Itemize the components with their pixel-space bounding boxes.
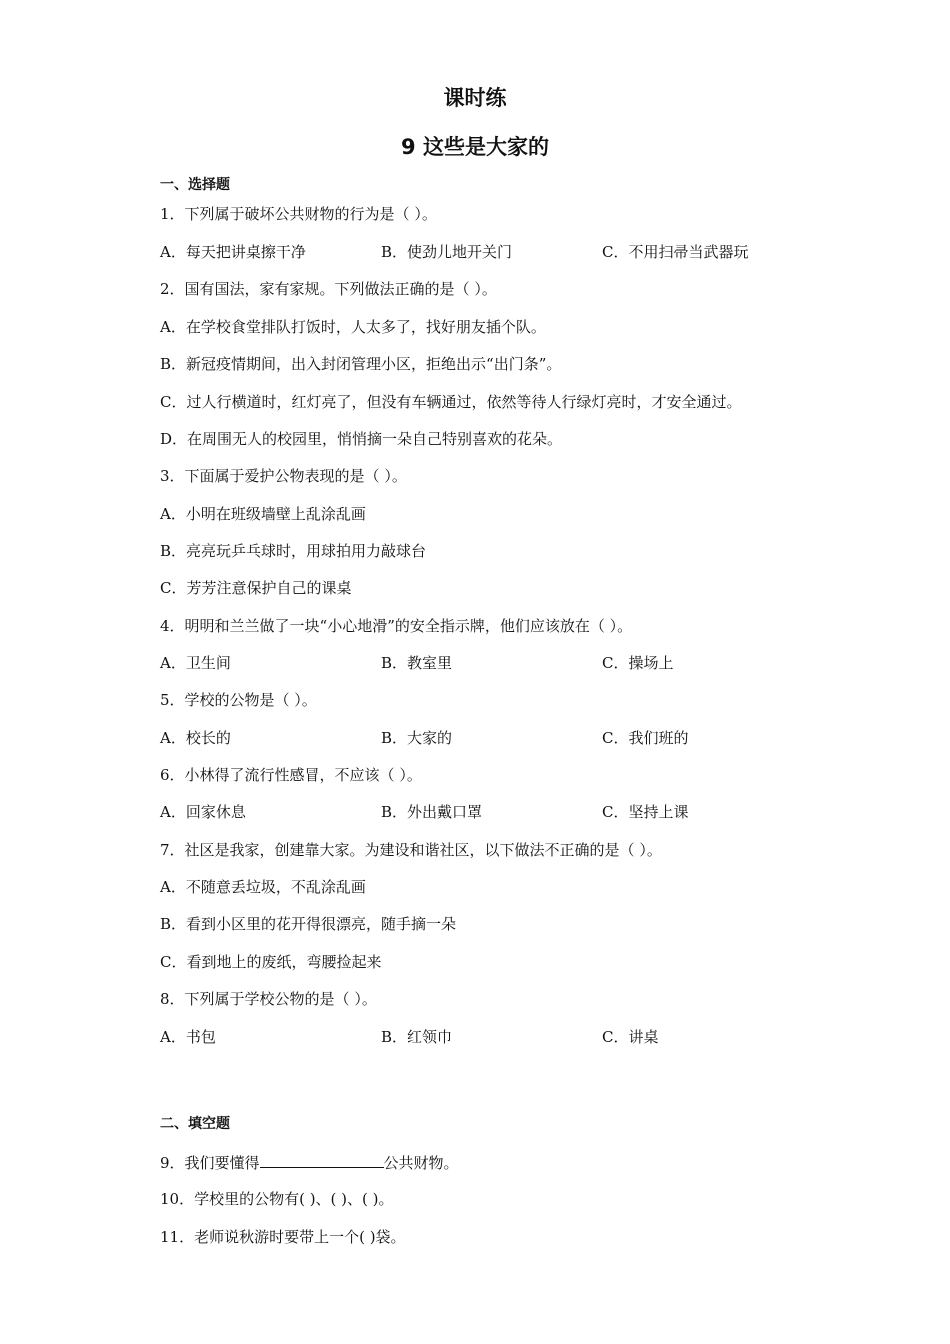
question-6: 6．小林得了流行性感冒，不应该（ ）。 [160,766,422,784]
option-a: A．小明在班级墙壁上乱涂乱画 [160,505,366,523]
lesson-title: 9 这些是大家的 [401,135,549,159]
option-a: A．回家休息 [160,803,246,821]
question-9 [160,1151,830,1174]
question-8: 8．下列属于学校公物的是（ ）。 [160,990,377,1008]
question-2: 2．国有国法，家有家规。下列做法正确的是（ ）。 [160,280,497,298]
answer-blank[interactable] [260,1151,384,1168]
question-9-after: 公共财物。 [383,1154,459,1172]
option-b: B．亮亮玩乒乓球时，用球拍用力敲球台 [160,542,427,560]
option-b: B．新冠疫情期间，出入封闭管理小区，拒绝出示“出门条”。 [160,355,562,373]
option-b: B．外出戴口罩 [381,803,483,821]
section-heading-choice: 一、选择题 [160,177,230,193]
option-c: C．看到地上的废纸，弯腰捡起来 [160,953,382,971]
option-b: B．看到小区里的花开得很漂亮，随手摘一朵 [160,915,457,933]
question-4: 4．明明和兰兰做了一块“小心地滑”的安全指示牌，他们应该放在（ ）。 [160,617,633,635]
option-a: A．卫生间 [160,654,231,672]
question-9-before: 9．我们要懂得 [160,1154,260,1172]
question-5: 5．学校的公物是（ ）。 [160,691,317,709]
section-heading-fill-blank: 二、填空题 [160,1116,230,1132]
option-c: C．芳芳注意保护自己的课桌 [160,579,352,597]
question-7: 7．社区是我家，创建靠大家。为建设和谐社区，以下做法不正确的是（ ）。 [160,841,662,859]
question-11: 11．老师说秋游时要带上一个( )袋。 [160,1228,406,1246]
question-3: 3．下面属于爱护公物表现的是（ ）。 [160,467,407,485]
option-c: C．坚持上课 [602,803,689,821]
option-a: A．不随意丢垃圾，不乱涂乱画 [160,878,366,896]
worksheet-title: 课时练 [443,86,507,110]
option-c: C．过人行横道时，红灯亮了，但没有车辆通过，依然等待人行绿灯亮时，才安全通过。 [160,393,742,411]
option-b: B．大家的 [381,729,453,747]
option-a: A．在学校食堂排队打饭时，人太多了，找好朋友插个队。 [160,318,546,336]
question-1: 1．下列属于破坏公共财物的行为是（ ）。 [160,205,437,223]
option-d: D．在周围无人的校园里，悄悄摘一朵自己特别喜欢的花朵。 [160,430,563,448]
option-c: C．操场上 [602,654,674,672]
option-b: B．教室里 [381,654,453,672]
option-a: A．每天把讲桌擦干净 [160,243,306,261]
option-b: B．红领巾 [381,1028,453,1046]
option-b: B．使劲儿地开关门 [381,243,513,261]
option-c: C．我们班的 [602,729,689,747]
question-10: 10．学校里的公物有( )、( )、( )。 [160,1190,394,1208]
option-a: A．校长的 [160,729,231,747]
option-c: C．讲桌 [602,1028,659,1046]
option-c: C．不用扫帚当武器玩 [602,243,749,261]
option-a: A．书包 [160,1028,216,1046]
